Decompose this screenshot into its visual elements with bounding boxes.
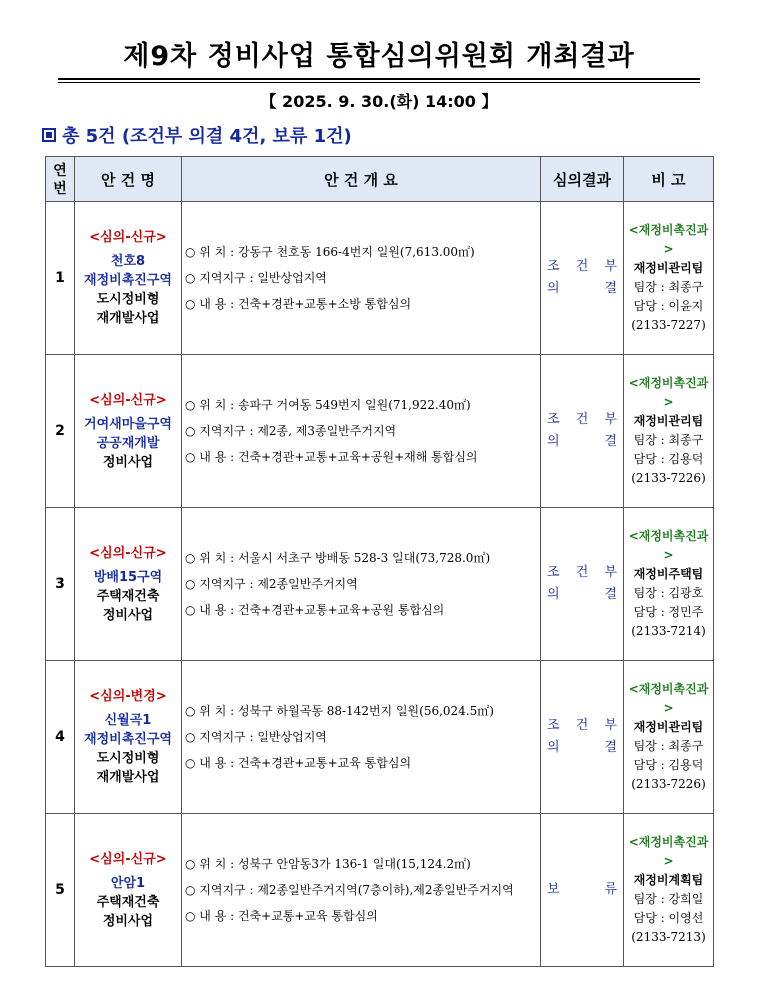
result-char: 의 [547, 587, 560, 602]
agenda-table [45, 156, 714, 967]
agenda-name-cell [75, 355, 182, 508]
phone-number: (2133-7226) [631, 777, 706, 791]
contact-person: 담당 : 김용덕 [633, 758, 704, 772]
remark-cell [624, 814, 714, 967]
overview-line: ○ 위 치 : 성북구 하월곡동 88-142번지 일원(56,024.5㎡) [185, 704, 494, 718]
project-name: 안암1 [110, 875, 146, 891]
result-char: 보 [547, 882, 560, 897]
header-name: 안 건 명 [75, 157, 182, 202]
row-number: 5 [46, 814, 75, 967]
header-result: 심의결과 [541, 157, 624, 202]
table-row [46, 814, 714, 967]
overview-line: ○ 위 치 : 강동구 천호동 166-4번지 일원(7,613.00㎡) [185, 245, 475, 259]
overview-line: ○ 위 치 : 서울시 서초구 방배동 528-3 일대(73,728.0㎡) [185, 551, 491, 565]
header-no: 연 번 [46, 157, 75, 202]
result-char: 류 [604, 882, 617, 897]
review-result-cell [541, 508, 624, 661]
result-char: 의 [547, 740, 560, 755]
project-name: 신월곡1 [104, 713, 152, 728]
table-header-row [46, 157, 714, 202]
result-char: 의 [547, 434, 560, 449]
overview-line: ○ 지역지구 : 제2종, 제3종일반주거지역 [185, 424, 397, 438]
department: <재정비촉진과> [628, 223, 709, 256]
project-type: 주택재건축 [96, 588, 160, 604]
result-char: 건 [575, 565, 589, 580]
agenda-overview-cell [182, 661, 541, 814]
contact-person: 담당 : 이영선 [633, 911, 704, 925]
overview-line: ○ 내 용 : 건축+교통+교육 통합심의 [185, 909, 378, 923]
team-name: 재정비관리팀 [633, 261, 704, 275]
table-row [46, 661, 714, 814]
review-result-cell [541, 661, 624, 814]
meeting-date: 【 2025. 9. 30.(화) 14:00 】 [260, 92, 498, 111]
team-leader: 팀장 : 김광호 [633, 586, 704, 600]
project-type: 도시정비형 [96, 292, 160, 307]
phone-number: (2133-7226) [631, 471, 706, 485]
remark-cell [624, 508, 714, 661]
row-number: 2 [46, 355, 75, 508]
result-char: 부 [604, 718, 617, 733]
contact-person: 담당 : 이윤지 [633, 299, 704, 313]
result-char: 조 [547, 259, 560, 274]
result-char: 조 [547, 565, 560, 580]
page-title: 제9차 정비사업 통합심의위원회 개최결과 [123, 41, 635, 72]
team-leader: 팀장 : 최종구 [633, 280, 704, 294]
agenda-overview-cell [182, 508, 541, 661]
project-type: 정비사업 [102, 913, 154, 929]
result-char: 결 [604, 281, 617, 296]
team-name: 재정비관리팀 [633, 720, 704, 734]
overview-line: ○ 위 치 : 송파구 거여동 549번지 일원(71,922.40㎡) [185, 398, 471, 412]
overview-line: ○ 내 용 : 건축+경관+교통+교육+공원+재해 통합심의 [185, 450, 478, 464]
department: <재정비촉진과> [628, 376, 709, 409]
project-type: 재개발사업 [96, 770, 160, 785]
result-char: 건 [575, 259, 589, 274]
review-result-cell [541, 814, 624, 967]
review-tag: <심의-변경> [89, 689, 167, 704]
department: <재정비촉진과> [628, 835, 709, 868]
review-tag: <심의-신규> [89, 392, 167, 408]
remark-cell [624, 355, 714, 508]
project-name: 천호8 [110, 254, 146, 269]
review-result-cell [541, 202, 624, 355]
overview-line: ○ 지역지구 : 제2종일반주거지역 [185, 577, 358, 591]
review-tag: <심의-신규> [89, 230, 167, 245]
row-number: 1 [46, 202, 75, 355]
result-char: 조 [547, 718, 560, 733]
project-type: 정비사업 [102, 607, 154, 623]
agenda-overview-cell [182, 355, 541, 508]
phone-number: (2133-7214) [631, 624, 706, 638]
result-char: 결 [604, 587, 617, 602]
table-row [46, 355, 714, 508]
row-number: 4 [46, 661, 75, 814]
agenda-name-cell [75, 661, 182, 814]
review-result-cell [541, 355, 624, 508]
project-type: 정비사업 [102, 454, 154, 470]
overview-line: ○ 지역지구 : 일반상업지역 [185, 271, 327, 285]
team-leader: 팀장 : 강희일 [633, 892, 704, 906]
project-type: 재개발사업 [96, 311, 160, 326]
row-number: 3 [46, 508, 75, 661]
result-char: 건 [575, 718, 589, 733]
phone-number: (2133-7227) [631, 318, 706, 332]
overview-line: ○ 지역지구 : 제2종일반주거지역(7층이하),제2종일반주거지역 [185, 883, 514, 897]
project-name: 거여새마을구역 [84, 416, 172, 432]
project-type: 주택재건축 [96, 894, 160, 910]
overview-line: ○ 지역지구 : 일반상업지역 [185, 730, 327, 744]
result-char: 의 [547, 281, 560, 296]
department: <재정비촉진과> [628, 529, 709, 562]
remark-cell [624, 661, 714, 814]
review-tag: <심의-신규> [89, 545, 167, 561]
agenda-name-cell [75, 814, 182, 967]
result-char: 부 [604, 412, 617, 427]
agenda-name-cell [75, 202, 182, 355]
overview-line: ○ 내 용 : 건축+경관+교통+소방 통합심의 [185, 297, 412, 311]
team-leader: 팀장 : 최종구 [633, 739, 704, 753]
table-row [46, 508, 714, 661]
header-remark: 비 고 [624, 157, 714, 202]
result-char: 결 [604, 434, 617, 449]
agenda-overview-cell [182, 202, 541, 355]
department: <재정비촉진과> [628, 682, 709, 715]
team-name: 재정비계획팀 [633, 873, 704, 887]
summary-text: 총 5건 (조건부 의결 4건, 보류 1건) [62, 126, 352, 147]
overview-line: ○ 위 치 : 성북구 안암동3가 136-1 일대(15,124.2㎡) [185, 857, 471, 871]
project-name: 공공재개발 [96, 435, 160, 451]
project-name: 방배15구역 [93, 569, 163, 585]
overview-line: ○ 내 용 : 건축+경관+교통+교육 통합심의 [185, 756, 412, 770]
result-char: 건 [575, 412, 589, 427]
result-char: 결 [604, 740, 617, 755]
contact-person: 담당 : 정민주 [633, 605, 704, 619]
contact-person: 담당 : 김용덕 [633, 452, 704, 466]
summary-line [42, 122, 352, 148]
overview-line: ○ 내 용 : 건축+경관+교통+교육+공원 통합심의 [185, 603, 445, 617]
team-leader: 팀장 : 최종구 [633, 433, 704, 447]
square-bullet-icon [42, 128, 56, 142]
result-char: 부 [604, 565, 617, 580]
result-char: 부 [604, 259, 617, 274]
team-name: 재정비주택팀 [633, 567, 704, 581]
project-name: 재정비촉진구역 [84, 732, 172, 747]
project-name: 재정비촉진구역 [84, 273, 172, 288]
header-overview: 안 건 개 요 [182, 157, 541, 202]
result-char: 조 [547, 412, 560, 427]
table-row [46, 202, 714, 355]
project-type: 도시정비형 [96, 751, 160, 766]
review-tag: <심의-신규> [89, 851, 167, 867]
team-name: 재정비관리팀 [633, 414, 704, 428]
remark-cell [624, 202, 714, 355]
title-underline [58, 78, 700, 83]
phone-number: (2133-7213) [631, 930, 706, 944]
agenda-overview-cell [182, 814, 541, 967]
agenda-name-cell [75, 508, 182, 661]
